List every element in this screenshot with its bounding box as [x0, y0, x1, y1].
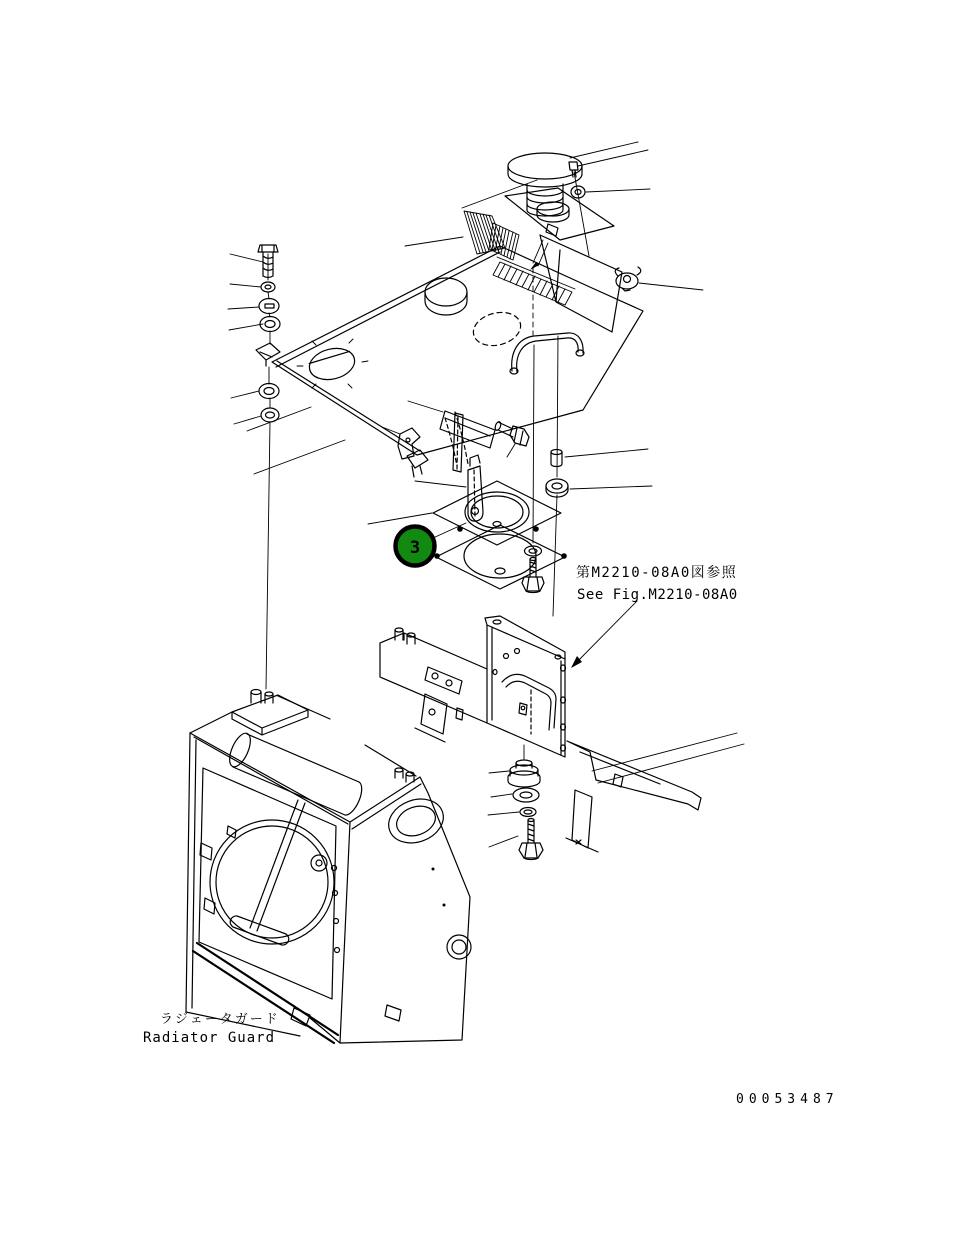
balloon-number: 3: [409, 538, 421, 558]
small-bolt-icon: [569, 162, 589, 256]
spacer-sleeve-icon: [551, 449, 648, 467]
channel-bracket: [382, 401, 495, 472]
lock-washer-icon: [520, 808, 536, 817]
corner-latch: [407, 412, 468, 477]
left-leader-lines: [228, 254, 263, 424]
fan-shroud: [200, 800, 340, 953]
grab-handle: [510, 333, 584, 374]
frame-right-section: [566, 733, 744, 852]
radiator-guard: [186, 690, 471, 1044]
clip-bracket: [256, 343, 280, 366]
raised-ring: [425, 278, 467, 315]
part-balloon-3[interactable]: [396, 523, 467, 566]
washer-icon: [513, 788, 539, 802]
frame-left-section: [380, 628, 487, 742]
drawing-number: 00053487: [736, 1092, 839, 1107]
guard-side-panel: [340, 777, 471, 1043]
radiator-guard-label-en: Radiator Guard: [143, 1030, 276, 1046]
wing-nut-icon: [615, 267, 703, 291]
latch-bracket: [415, 455, 483, 521]
bolt-icon: [519, 819, 543, 860]
reference-note-ja: 第M2210-08A0図参照: [576, 565, 738, 581]
mounting-bracket-plate: [485, 616, 566, 757]
flat-washer-icon: [261, 408, 279, 422]
flat-washer-icon: [259, 384, 279, 399]
radiator-guard-label-ja: ラジェータガード: [160, 1012, 280, 1027]
cover-gasket-plate: [434, 525, 567, 589]
radiator-top-tank: [225, 730, 361, 815]
plate-hole-left: [306, 344, 358, 384]
reference-note: [571, 565, 738, 668]
lock-washer-icon: [261, 282, 275, 292]
reference-arrowhead: [571, 656, 582, 668]
top-cover-plate: [247, 246, 643, 477]
strainer-slot: [493, 257, 575, 305]
strainer-element-loose: [405, 211, 519, 260]
flat-washer-icon: [259, 299, 279, 314]
radiator-guard-label: [143, 1012, 280, 1046]
vertical-bolt-icon: [522, 558, 544, 593]
washer-icon: [546, 479, 652, 497]
hidden-hole-dashed: [470, 308, 524, 351]
grommet-mount-icon: [508, 760, 540, 787]
frame-cross-member: [380, 616, 744, 852]
reference-note-en: See Fig.M2210-08A0: [577, 587, 738, 603]
cap-leader-lines: [462, 142, 650, 208]
under-frame-hardware: [488, 745, 543, 860]
